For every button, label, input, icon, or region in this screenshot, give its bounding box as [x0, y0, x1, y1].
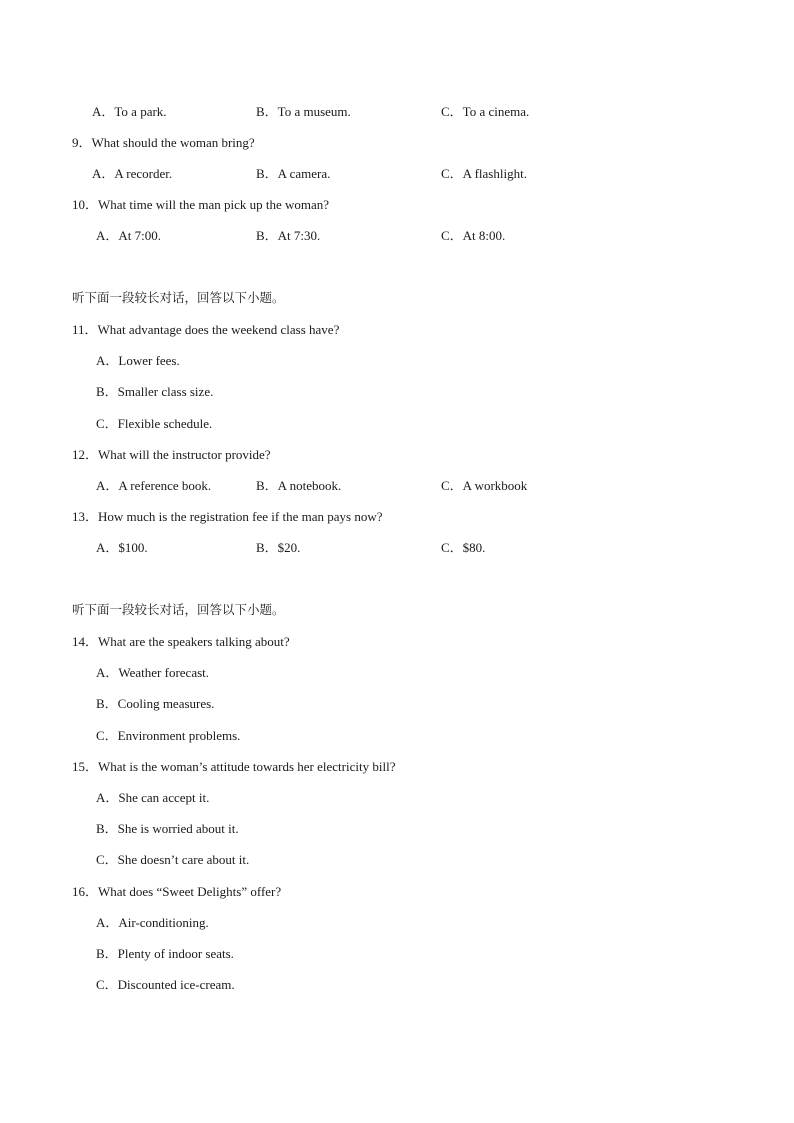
q13-question: 13．How much is the registration fee if the man pays now? [72, 509, 383, 524]
q9-option-b: B．A camera. [256, 166, 331, 181]
q14-option-b: B．Cooling measures. [96, 696, 215, 711]
q9-option-c: C．A flashlight. [441, 166, 527, 181]
q15-option-c: C．She doesn’t care about it. [96, 852, 250, 867]
q12-question: 12．What will the instructor provide? [72, 447, 271, 462]
q15-option-b: B．She is worried about it. [96, 821, 239, 836]
q16-option-a: A．Air-conditioning. [96, 915, 209, 930]
q8-option-b: B．To a museum. [256, 104, 351, 119]
q12-option-b: B．A notebook. [256, 478, 342, 493]
section-heading: 听下面一段较长对话，回答以下小题。 [72, 290, 285, 305]
q10-option-b: B．At 7:30. [256, 228, 321, 243]
q8-option-c: C．To a cinema. [441, 104, 530, 119]
q16-option-c: C．Discounted ice-cream. [96, 977, 235, 992]
q12-option-c: C．A workbook [441, 478, 528, 493]
q11-question: 11．What advantage does the weekend class have? [72, 322, 340, 337]
q11-option-a: A．Lower fees. [96, 353, 180, 368]
q9-question: 9．What should the woman bring? [72, 135, 255, 150]
q10-option-a: A．At 7:00. [96, 228, 162, 243]
q14-option-c: C．Environment problems. [96, 728, 241, 743]
q15-question: 15．What is the woman’s attitude towards her electricity bill? [72, 759, 396, 774]
q16-question: 16．What does “Sweet Delights” offer? [72, 884, 282, 899]
q11-option-c: C．Flexible schedule. [96, 416, 213, 431]
q11-option-b: B．Smaller class size. [96, 384, 214, 399]
q13-option-b: B．$20. [256, 540, 301, 555]
q8-option-a: A．To a park. [92, 104, 167, 119]
q14-option-a: A．Weather forecast. [96, 665, 210, 680]
q13-option-c: C．$80. [441, 540, 486, 555]
section-heading: 听下面一段较长对话，回答以下小题。 [72, 602, 285, 617]
q16-option-b: B．Plenty of indoor seats. [96, 946, 234, 961]
q9-option-a: A．A recorder. [92, 166, 173, 181]
q13-option-a: A．$100. [96, 540, 148, 555]
q15-option-a: A．She can accept it. [96, 790, 210, 805]
q14-question: 14．What are the speakers talking about? [72, 634, 290, 649]
q12-option-a: A．A reference book. [96, 478, 212, 493]
q10-question: 10．What time will the man pick up the woman? [72, 197, 330, 212]
q10-option-c: C．At 8:00. [441, 228, 506, 243]
